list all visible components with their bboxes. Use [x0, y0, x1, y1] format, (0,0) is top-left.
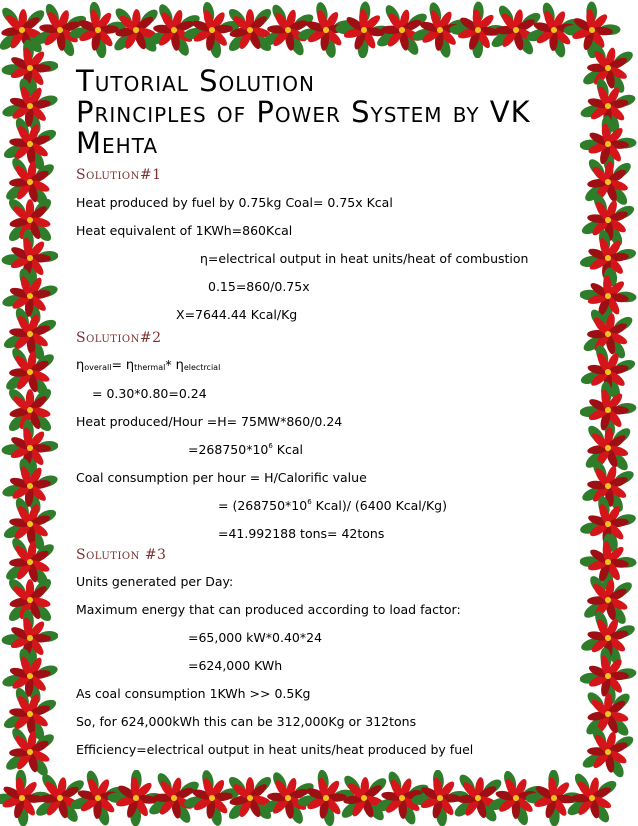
unit-text: Kcal: [272, 442, 304, 457]
document-body: [76, 66, 566, 757]
poinsettia-icon: [0, 770, 56, 826]
poinsettia-icon: [580, 74, 638, 139]
poinsettia-icon: [580, 306, 636, 363]
title-line-1: Tutorial Solution: [76, 64, 315, 98]
poinsettia-icon: [6, 576, 54, 624]
poinsettia-icon: [6, 386, 54, 434]
poinsettia-icon: [330, 0, 398, 58]
poinsettia-icon: [258, 0, 317, 58]
poinsettia-icon: [145, 770, 203, 826]
poinsettia-icon: [444, 0, 512, 58]
poinsettia-icon: [580, 572, 635, 627]
poinsettia-icon: [520, 770, 588, 826]
poinsettia-icon: [582, 422, 633, 473]
solution-2-line-7: =41.992188 tons= 42tons: [218, 526, 385, 541]
unit-text: Kcal)/ (6400 Kcal/Kg): [311, 498, 447, 513]
poinsettia-icon: [102, 770, 170, 826]
floral-border-left: [0, 30, 58, 800]
solution-2-line-4: [76, 442, 566, 457]
solution-3-line-7: Efficiency=electrical output in heat units/heat produced by fuel: [76, 742, 474, 757]
subscript-electrical: electrcial: [183, 363, 221, 372]
solution-2-line-2: = 0.30*0.80=0.24: [92, 386, 207, 401]
poinsettia-icon: [2, 154, 57, 209]
solution-2-line-1: [76, 357, 566, 375]
poinsettia-icon: [580, 189, 638, 250]
poinsettia-icon: [144, 0, 204, 58]
solution-3-line-1: Units generated per Day:: [76, 574, 234, 589]
poinsettia-icon: [558, 0, 626, 58]
subscript-overall: overall: [84, 363, 112, 372]
exponent: 6: [307, 498, 312, 506]
poinsettia-icon: [179, 0, 245, 58]
poinsettia-icon: [226, 774, 274, 822]
eta-symbol: η: [175, 358, 184, 373]
value-text: = (268750*10: [218, 498, 308, 513]
poinsettia-icon: [0, 643, 58, 708]
solution-1-heading: Solution#1: [76, 167, 162, 183]
poinsettia-icon: [0, 263, 58, 328]
exponent: 6: [268, 442, 273, 450]
poinsettia-icon: [0, 414, 58, 481]
solution-2-heading: Solution#2: [76, 330, 162, 346]
poinsettia-icon: [2, 534, 57, 589]
poinsettia-icon: [293, 0, 359, 58]
poinsettia-icon: [373, 1, 431, 58]
poinsettia-icon: [371, 770, 433, 826]
poinsettia-icon: [580, 340, 638, 404]
equals-sign: =: [111, 357, 122, 372]
poinsettia-icon: [583, 689, 632, 738]
poinsettia-icon: [0, 683, 58, 744]
eta-symbol: η: [76, 358, 85, 373]
solution-2-line-6: [76, 498, 566, 513]
poinsettia-icon: [2, 344, 57, 399]
solution-1-line-1: Heat produced by fuel by 0.75kg Coal= 0.75x Kcal: [76, 195, 393, 210]
poinsettia-icon: [179, 770, 245, 826]
poinsettia-icon: [0, 604, 58, 671]
poinsettia-icon: [0, 4, 48, 55]
poinsettia-icon: [580, 376, 638, 443]
solution-3-line-2: Maximum energy that can produced according to load factor:: [76, 602, 461, 617]
poinsettia-icon: [0, 453, 58, 518]
poinsettia-icon: [293, 770, 360, 826]
solution-1: [76, 167, 566, 322]
title-line-2: Principles of Power System by VK: [76, 95, 531, 129]
poinsettia-icon: [580, 262, 638, 330]
poinsettia-icon: [0, 493, 58, 554]
solution-3-line-6: So, for 624,000kWh this can be 312,000Kg or 312tons: [76, 714, 417, 729]
poinsettia-icon: [580, 225, 638, 291]
poinsettia-icon: [488, 2, 545, 58]
poinsettia-icon: [0, 73, 58, 138]
solution-3-line-5: As coal consumption 1KWh >> 0.5Kg: [76, 686, 311, 701]
poinsettia-icon: [580, 722, 638, 781]
poinsettia-icon: [580, 606, 638, 669]
poinsettia-icon: [0, 224, 58, 291]
solution-3-line-4: =624,000 KWh: [188, 658, 283, 673]
poinsettia-icon: [258, 770, 318, 826]
solution-3: [76, 547, 566, 757]
floral-border-right: [580, 30, 638, 800]
subscript-thermal: thermal: [134, 363, 166, 372]
poinsettia-icon: [451, 771, 505, 825]
poinsettia-icon: [407, 0, 472, 58]
poinsettia-icon: [66, 770, 131, 826]
poinsettia-icon: [580, 491, 638, 557]
solution-2-line-5: Coal consumption per hour = H/Calorific value: [76, 470, 367, 485]
poinsettia-icon: [522, 0, 587, 58]
poinsettia-icon: [0, 34, 58, 101]
poinsettia-icon: [484, 770, 548, 826]
solution-3-heading: Solution #3: [76, 547, 167, 563]
solution-1-line-4: 0.15=860/0.75x: [208, 279, 310, 294]
solution-1-line-5: X=7644.44 Kcal/Kg: [176, 307, 298, 322]
poinsettia-icon: [580, 528, 638, 596]
poinsettia-icon: [6, 196, 54, 244]
poinsettia-icon: [65, 0, 132, 58]
poinsettia-icon: [2, 724, 57, 779]
poinsettia-icon: [580, 456, 638, 516]
floral-border-top: [0, 0, 638, 58]
poinsettia-icon: [338, 772, 389, 823]
poinsettia-icon: [582, 156, 635, 209]
poinsettia-icon: [226, 6, 274, 54]
poinsettia-icon: [580, 39, 637, 97]
poinsettia-icon: [0, 303, 58, 364]
times-sign: *: [165, 357, 172, 372]
eta-symbol: η: [125, 358, 135, 373]
solution-1-line-3: η=electrical output in heat units/heat of combustion: [200, 251, 529, 266]
poinsettia-icon: [580, 642, 638, 709]
poinsettia-icon: [32, 770, 87, 825]
floral-border-bottom: [0, 770, 638, 826]
solution-2: [76, 330, 566, 541]
poinsettia-icon: [29, 0, 90, 58]
poinsettia-icon: [564, 770, 621, 826]
poinsettia-icon: [0, 113, 58, 174]
title-line-3: Mehta: [76, 126, 159, 160]
solution-1-line-2: Heat equivalent of 1KWh=860Kcal: [76, 223, 293, 238]
poinsettia-icon: [406, 770, 473, 826]
poinsettia-icon: [111, 5, 160, 54]
poinsettia-icon: [580, 110, 638, 178]
value-text: =268750*10: [188, 442, 269, 457]
solution-2-line-3: Heat produced/Hour =H= 75MW*860/0.24: [76, 414, 343, 429]
solution-3-line-3: =65,000 kW*0.40*24: [188, 630, 323, 645]
